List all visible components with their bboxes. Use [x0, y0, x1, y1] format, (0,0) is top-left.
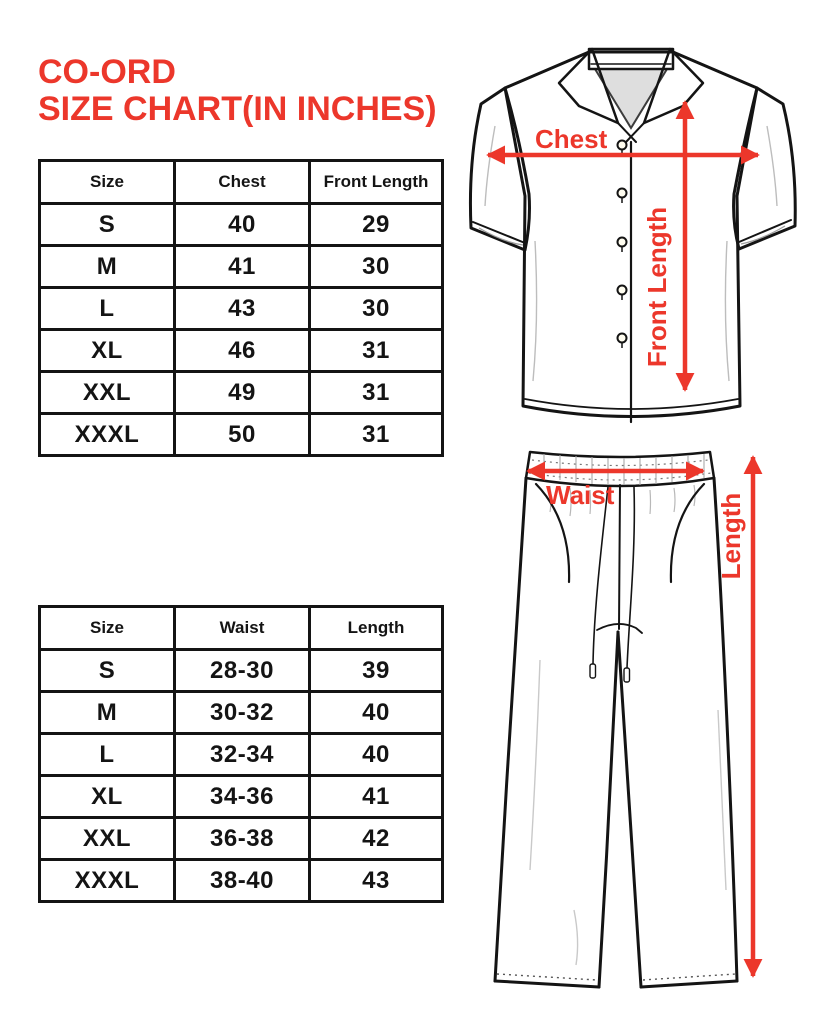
size-cell: 41 — [310, 776, 443, 818]
right-hem-stitch — [643, 974, 735, 980]
column-header: Length — [310, 607, 443, 650]
size-cell: 49 — [175, 372, 310, 414]
shirt-diagram — [455, 36, 807, 434]
pants-table-header-row — [40, 607, 443, 650]
title-line-1: CO-ORD — [38, 53, 176, 91]
column-header: Chest — [175, 161, 310, 204]
size-cell: 30 — [310, 246, 443, 288]
size-row — [40, 204, 443, 246]
size-cell: 32-34 — [175, 734, 310, 776]
size-row — [40, 692, 443, 734]
size-cell: 41 — [175, 246, 310, 288]
size-cell: 46 — [175, 330, 310, 372]
right-pocket-line — [671, 484, 704, 582]
size-row — [40, 776, 443, 818]
pants-wrinkle-lines — [530, 660, 726, 965]
size-cell: XXXL — [40, 414, 175, 456]
size-cell: 38-40 — [175, 860, 310, 902]
left-cuff-shadow — [479, 228, 523, 245]
size-cell: 43 — [310, 860, 443, 902]
size-row — [40, 818, 443, 860]
size-cell: 34-36 — [175, 776, 310, 818]
right-drawstring — [627, 487, 634, 668]
left-hem-stitch — [497, 974, 597, 980]
size-cell: 29 — [310, 204, 443, 246]
size-cell: 30 — [310, 288, 443, 330]
page-title — [38, 54, 437, 128]
size-cell: 28-30 — [175, 650, 310, 692]
chest-label: Chest — [535, 124, 608, 154]
waistband-stitch-top — [532, 460, 708, 466]
size-cell: XL — [40, 776, 175, 818]
size-cell: S — [40, 650, 175, 692]
front-length-label: Front Length — [642, 206, 672, 368]
column-header: Waist — [175, 607, 310, 650]
length-label: Length — [716, 492, 746, 580]
title-line-2: SIZE CHART(IN INCHES) — [38, 90, 437, 128]
left-drawstring-aglet — [590, 664, 596, 678]
size-cell: 36-38 — [175, 818, 310, 860]
right-hem — [641, 981, 737, 987]
left-outer-seam — [495, 478, 526, 981]
column-header: Size — [40, 607, 175, 650]
pants-diagram — [478, 440, 808, 1028]
size-cell: 40 — [310, 734, 443, 776]
right-drawstring-aglet — [624, 668, 630, 682]
size-cell: XL — [40, 330, 175, 372]
size-cell: 40 — [310, 692, 443, 734]
waistband-stitch-bottom — [529, 473, 711, 480]
size-row — [40, 734, 443, 776]
shirt-buttons — [618, 141, 627, 349]
size-cell: L — [40, 734, 175, 776]
size-cell: XXXL — [40, 860, 175, 902]
size-cell: 39 — [310, 650, 443, 692]
size-cell: 30-32 — [175, 692, 310, 734]
size-row — [40, 650, 443, 692]
size-cell: 42 — [310, 818, 443, 860]
pants-illustration — [495, 452, 737, 987]
size-cell: S — [40, 204, 175, 246]
size-row — [40, 288, 443, 330]
size-cell: XXL — [40, 372, 175, 414]
size-cell: 31 — [310, 330, 443, 372]
shirt-size-table — [38, 159, 444, 457]
size-row — [40, 372, 443, 414]
size-cell: 50 — [175, 414, 310, 456]
size-cell: M — [40, 692, 175, 734]
size-row — [40, 246, 443, 288]
right-cuff-shadow — [741, 226, 785, 244]
column-header: Size — [40, 161, 175, 204]
pants-size-table — [38, 605, 444, 903]
size-cell: 31 — [310, 414, 443, 456]
left-inseam — [599, 632, 618, 987]
size-row — [40, 860, 443, 902]
size-cell: XXL — [40, 818, 175, 860]
column-header: Front Length — [310, 161, 443, 204]
size-cell: L — [40, 288, 175, 330]
left-drawstring — [593, 487, 608, 664]
size-row — [40, 330, 443, 372]
size-row — [40, 414, 443, 456]
shirt-illustration — [470, 49, 795, 422]
collar-inner-v — [595, 69, 667, 128]
waist-label: Waist — [546, 480, 615, 510]
size-cell: 40 — [175, 204, 310, 246]
size-cell: 31 — [310, 372, 443, 414]
left-hem — [495, 981, 599, 987]
size-cell: M — [40, 246, 175, 288]
right-inseam — [618, 632, 641, 987]
center-front-seam — [619, 485, 620, 629]
shirt-table-header-row — [40, 161, 443, 204]
size-cell: 43 — [175, 288, 310, 330]
